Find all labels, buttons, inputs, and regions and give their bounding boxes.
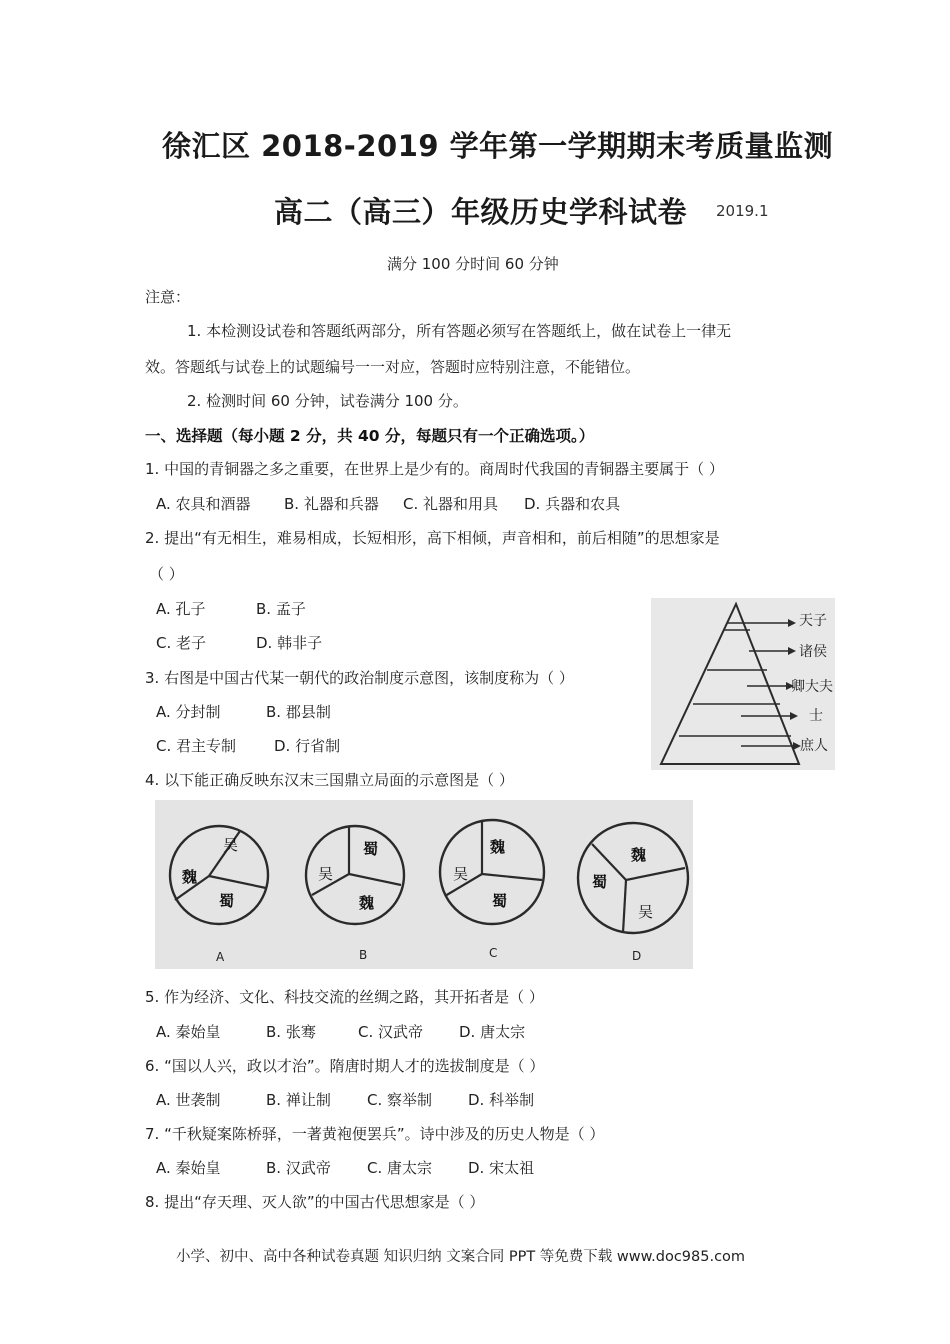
exam-subtitle: 满分 100 分时间 60 分钟 bbox=[387, 255, 559, 273]
question-6-stem: 6. “国以人兴，政以才治”。隋唐时期人才的选拔制度是（ ） bbox=[145, 1057, 545, 1075]
region-label: 蜀 bbox=[219, 892, 235, 910]
option-a: A. 世袭制 bbox=[156, 1091, 221, 1109]
section-heading: 一、选择题（每小题 2 分，共 40 分，每题只有一个正确选项。） bbox=[145, 427, 595, 445]
question-2-options-row1 bbox=[156, 598, 306, 619]
question-1-options bbox=[156, 493, 620, 514]
region-label: 吴 bbox=[638, 903, 654, 921]
region-label: 吴 bbox=[223, 836, 239, 854]
region-label: 魏 bbox=[490, 838, 506, 856]
pyramid-level-label: 士 bbox=[809, 708, 823, 724]
option-c: C. 礼器和用具 bbox=[403, 495, 499, 513]
question-5-options bbox=[156, 1021, 525, 1042]
question-3-stem: 3. 右图是中国古代某一朝代的政治制度示意图，该制度称为（ ） bbox=[145, 669, 574, 687]
option-d: D. 唐太宗 bbox=[459, 1023, 526, 1041]
option-a: A. 秦始皇 bbox=[156, 1023, 221, 1041]
notice-item1-line2: 效。答题纸与试卷上的试题编号一一对应，答题时应特别注意，不能错位。 bbox=[145, 358, 641, 376]
pyramid-diagram bbox=[651, 598, 835, 770]
option-c: C. 君主专制 bbox=[156, 737, 237, 755]
three-kingdoms-diagram bbox=[155, 800, 693, 969]
notice-label: 注意： bbox=[145, 288, 191, 306]
option-b: B. 禅让制 bbox=[266, 1091, 331, 1109]
three-kingdoms-figure bbox=[155, 800, 693, 969]
option-a: A. 分封制 bbox=[156, 703, 221, 721]
region-label: 蜀 bbox=[363, 840, 379, 858]
pyramid-level-label: 庶人 bbox=[800, 738, 828, 754]
region-label: 吴 bbox=[318, 865, 334, 883]
question-7-options bbox=[156, 1157, 534, 1178]
option-d: D. 兵器和农具 bbox=[524, 495, 621, 513]
option-d: D. 科举制 bbox=[468, 1091, 535, 1109]
question-8-stem: 8. 提出“存天理、灭人欲”的中国古代思想家是（ ） bbox=[145, 1193, 485, 1211]
option-b: B. 张骞 bbox=[266, 1023, 316, 1041]
page-footer: 小学、初中、高中各种试卷真题 知识归纳 文案合同 PPT 等免费下载 www.doc985.com bbox=[176, 1249, 746, 1265]
option-c: C. 汉武帝 bbox=[358, 1023, 424, 1041]
option-b: B. 礼器和兵器 bbox=[284, 495, 379, 513]
option-b: B. 郡县制 bbox=[266, 703, 331, 721]
option-d: D. 宋太祖 bbox=[468, 1159, 535, 1177]
option-b: B. 汉武帝 bbox=[266, 1159, 331, 1177]
option-a: A. 秦始皇 bbox=[156, 1159, 221, 1177]
question-2-stem-cont: （ ） bbox=[149, 565, 184, 583]
option-c: C. 察举制 bbox=[367, 1091, 433, 1109]
question-7-stem: 7. “千秋疑案陈桥驿，一著黄袍便罢兵”。诗中涉及的历史人物是（ ） bbox=[145, 1125, 605, 1143]
exam-title-line2: 高二（高三）年级历史学科试卷 bbox=[274, 195, 688, 229]
question-2-options-row2 bbox=[156, 632, 322, 653]
option-c: C. 唐太宗 bbox=[367, 1159, 433, 1177]
option-d: D. 行省制 bbox=[274, 737, 341, 755]
pyramid-level-label: 天子 bbox=[799, 613, 827, 629]
circle-letter: A bbox=[216, 950, 225, 964]
option-a: A. 孔子 bbox=[156, 600, 206, 618]
question-1-stem: 1. 中国的青铜器之多之重要，在世界上是少有的。商周时代我国的青铜器主要属于（ ） bbox=[145, 460, 724, 478]
region-label: 魏 bbox=[182, 868, 198, 886]
option-d: D. 韩非子 bbox=[256, 634, 323, 652]
option-b: B. 孟子 bbox=[256, 600, 306, 618]
circle-letter: B bbox=[359, 948, 368, 962]
region-label: 魏 bbox=[359, 894, 375, 912]
question-3-options-row1 bbox=[156, 701, 331, 722]
notice-item1-line1: 1. 本检测设试卷和答题纸两部分，所有答题必须写在答题纸上，做在试卷上一律无 bbox=[187, 322, 732, 340]
pyramid-level-label: 诸侯 bbox=[799, 644, 827, 660]
region-label: 蜀 bbox=[492, 892, 508, 910]
question-2-stem: 2. 提出“有无相生，难易相成，长短相形，高下相倾，声音相和，前后相随”的思想家是 bbox=[145, 529, 720, 547]
option-a: A. 农具和酒器 bbox=[156, 495, 251, 513]
option-c: C. 老子 bbox=[156, 634, 207, 652]
question-5-stem: 5. 作为经济、文化、科技交流的丝绸之路，其开拓者是（ ） bbox=[145, 988, 544, 1006]
question-3-options-row2 bbox=[156, 735, 340, 756]
circle-letter: C bbox=[489, 946, 498, 960]
question-6-options bbox=[156, 1089, 534, 1110]
region-label: 魏 bbox=[631, 846, 647, 864]
pyramid-figure bbox=[651, 598, 835, 770]
exam-date: 2019.1 bbox=[716, 202, 769, 220]
pyramid-level-label: 卿大夫 bbox=[791, 679, 833, 695]
region-label: 吴 bbox=[453, 865, 469, 883]
question-4-stem: 4. 以下能正确反映东汉末三国鼎立局面的示意图是（ ） bbox=[145, 771, 514, 789]
exam-title-line1: 徐汇区 2018-2019 学年第一学期期末考质量监测 bbox=[162, 129, 834, 163]
region-label: 蜀 bbox=[592, 873, 608, 891]
notice-item2: 2. 检测时间 60 分钟，试卷满分 100 分。 bbox=[187, 392, 468, 410]
circle-letter: D bbox=[632, 949, 642, 963]
